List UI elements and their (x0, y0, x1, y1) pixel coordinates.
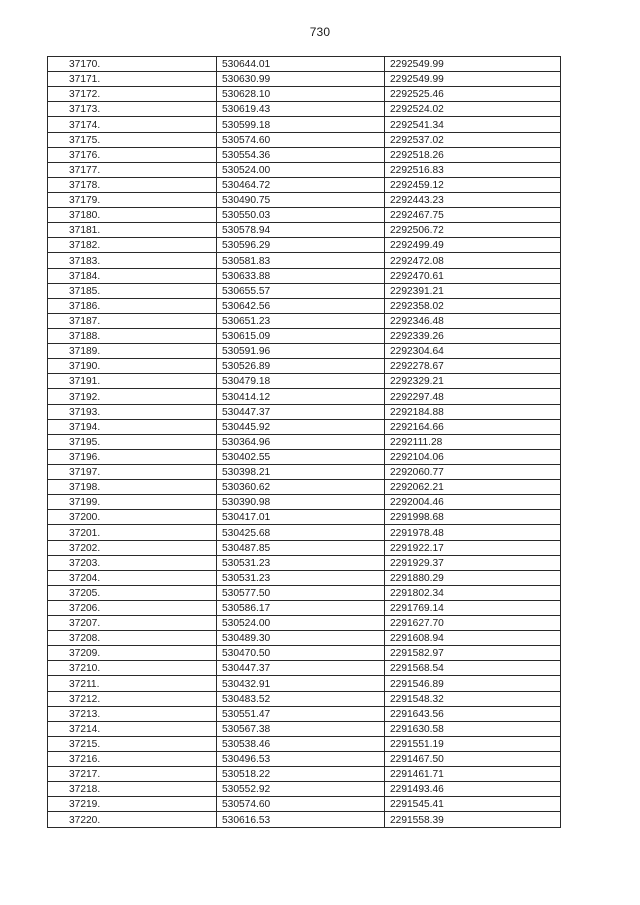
point-number-cell: 37190. (48, 359, 217, 374)
x-coordinate-cell: 530551.47 (217, 706, 385, 721)
x-coordinate-cell: 530633.88 (217, 268, 385, 283)
y-coordinate-cell: 2292346.48 (385, 313, 561, 328)
table-row (48, 208, 561, 223)
x-coordinate-cell: 530538.46 (217, 736, 385, 751)
x-coordinate-cell: 530518.22 (217, 767, 385, 782)
page-number: 730 (309, 25, 331, 39)
table-row (48, 223, 561, 238)
y-coordinate-cell: 2291769.14 (385, 600, 561, 615)
point-number-cell: 37170. (48, 57, 217, 72)
y-coordinate-cell: 2292391.21 (385, 283, 561, 298)
table-row (48, 57, 561, 72)
point-number-cell: 37185. (48, 283, 217, 298)
point-number-cell: 37177. (48, 162, 217, 177)
point-number-cell: 37216. (48, 752, 217, 767)
x-coordinate-cell: 530425.68 (217, 525, 385, 540)
point-number-cell: 37220. (48, 812, 217, 827)
x-coordinate-cell: 530414.12 (217, 389, 385, 404)
point-number-cell: 37199. (48, 495, 217, 510)
y-coordinate-cell: 2292549.99 (385, 57, 561, 72)
point-number-cell: 37184. (48, 268, 217, 283)
point-number-cell: 37214. (48, 721, 217, 736)
table-row (48, 389, 561, 404)
x-coordinate-cell: 530642.56 (217, 298, 385, 313)
y-coordinate-cell: 2292549.99 (385, 72, 561, 87)
x-coordinate-cell: 530390.98 (217, 495, 385, 510)
y-coordinate-cell: 2292060.77 (385, 464, 561, 479)
x-coordinate-cell: 530398.21 (217, 464, 385, 479)
y-coordinate-cell: 2292525.46 (385, 87, 561, 102)
point-number-cell: 37218. (48, 782, 217, 797)
x-coordinate-cell: 530489.30 (217, 631, 385, 646)
y-coordinate-cell: 2292062.21 (385, 480, 561, 495)
y-coordinate-cell: 2292470.61 (385, 268, 561, 283)
point-number-cell: 37205. (48, 585, 217, 600)
table-row (48, 328, 561, 343)
y-coordinate-cell: 2292499.49 (385, 238, 561, 253)
point-number-cell: 37186. (48, 298, 217, 313)
x-coordinate-cell: 530554.36 (217, 147, 385, 162)
table-row (48, 419, 561, 434)
point-number-cell: 37206. (48, 600, 217, 615)
table-row (48, 449, 561, 464)
table-row (48, 87, 561, 102)
point-number-cell: 37187. (48, 313, 217, 328)
table-row (48, 359, 561, 374)
point-number-cell: 37179. (48, 192, 217, 207)
point-number-cell: 37176. (48, 147, 217, 162)
x-coordinate-cell: 530581.83 (217, 253, 385, 268)
x-coordinate-cell: 530447.37 (217, 404, 385, 419)
point-number-cell: 37182. (48, 238, 217, 253)
x-coordinate-cell: 530615.09 (217, 328, 385, 343)
x-coordinate-cell: 530644.01 (217, 57, 385, 72)
y-coordinate-cell: 2292516.83 (385, 162, 561, 177)
table-row (48, 177, 561, 192)
table-row (48, 283, 561, 298)
point-number-cell: 37219. (48, 797, 217, 812)
table-row (48, 162, 561, 177)
x-coordinate-cell: 530616.53 (217, 812, 385, 827)
table-row (48, 797, 561, 812)
coordinate-table-body (48, 57, 561, 828)
point-number-cell: 37189. (48, 344, 217, 359)
table-row (48, 102, 561, 117)
x-coordinate-cell: 530402.55 (217, 449, 385, 464)
point-number-cell: 37183. (48, 253, 217, 268)
table-row (48, 812, 561, 827)
table-row (48, 147, 561, 162)
point-number-cell: 37181. (48, 223, 217, 238)
table-row (48, 600, 561, 615)
point-number-cell: 37178. (48, 177, 217, 192)
y-coordinate-cell: 2291551.19 (385, 736, 561, 751)
y-coordinate-cell: 2292184.88 (385, 404, 561, 419)
table-row (48, 192, 561, 207)
point-number-cell: 37210. (48, 661, 217, 676)
table-row (48, 495, 561, 510)
x-coordinate-cell: 530651.23 (217, 313, 385, 328)
table-row (48, 525, 561, 540)
table-row (48, 782, 561, 797)
point-number-cell: 37172. (48, 87, 217, 102)
point-number-cell: 37173. (48, 102, 217, 117)
y-coordinate-cell: 2292524.02 (385, 102, 561, 117)
x-coordinate-cell: 530432.91 (217, 676, 385, 691)
table-row (48, 752, 561, 767)
y-coordinate-cell: 2292537.02 (385, 132, 561, 147)
point-number-cell: 37213. (48, 706, 217, 721)
y-coordinate-cell: 2291608.94 (385, 631, 561, 646)
table-row (48, 480, 561, 495)
y-coordinate-cell: 2292472.08 (385, 253, 561, 268)
point-number-cell: 37217. (48, 767, 217, 782)
table-row (48, 434, 561, 449)
y-coordinate-cell: 2292443.23 (385, 192, 561, 207)
x-coordinate-cell: 530417.01 (217, 510, 385, 525)
point-number-cell: 37207. (48, 616, 217, 631)
table-row (48, 344, 561, 359)
table-row (48, 721, 561, 736)
y-coordinate-cell: 2292541.34 (385, 117, 561, 132)
y-coordinate-cell: 2291493.46 (385, 782, 561, 797)
x-coordinate-cell: 530552.92 (217, 782, 385, 797)
x-coordinate-cell: 530364.96 (217, 434, 385, 449)
point-number-cell: 37191. (48, 374, 217, 389)
y-coordinate-cell: 2292358.02 (385, 298, 561, 313)
y-coordinate-cell: 2291802.34 (385, 585, 561, 600)
y-coordinate-cell: 2291558.39 (385, 812, 561, 827)
x-coordinate-cell: 530550.03 (217, 208, 385, 223)
y-coordinate-cell: 2291643.56 (385, 706, 561, 721)
coordinate-table (47, 56, 561, 828)
x-coordinate-cell: 530524.00 (217, 162, 385, 177)
point-number-cell: 37204. (48, 570, 217, 585)
x-coordinate-cell: 530360.62 (217, 480, 385, 495)
table-row (48, 540, 561, 555)
table-row (48, 676, 561, 691)
x-coordinate-cell: 530586.17 (217, 600, 385, 615)
x-coordinate-cell: 530445.92 (217, 419, 385, 434)
table-row (48, 661, 561, 676)
x-coordinate-cell: 530487.85 (217, 540, 385, 555)
table-row (48, 404, 561, 419)
table-row (48, 646, 561, 661)
table-row (48, 570, 561, 585)
table-row (48, 298, 561, 313)
y-coordinate-cell: 2291582.97 (385, 646, 561, 661)
x-coordinate-cell: 530577.50 (217, 585, 385, 600)
point-number-cell: 37171. (48, 72, 217, 87)
table-row (48, 374, 561, 389)
y-coordinate-cell: 2291998.68 (385, 510, 561, 525)
y-coordinate-cell: 2291461.71 (385, 767, 561, 782)
y-coordinate-cell: 2292104.06 (385, 449, 561, 464)
x-coordinate-cell: 530490.75 (217, 192, 385, 207)
x-coordinate-cell: 530526.89 (217, 359, 385, 374)
y-coordinate-cell: 2292297.48 (385, 389, 561, 404)
x-coordinate-cell: 530599.18 (217, 117, 385, 132)
y-coordinate-cell: 2291546.89 (385, 676, 561, 691)
y-coordinate-cell: 2292506.72 (385, 223, 561, 238)
x-coordinate-cell: 530447.37 (217, 661, 385, 676)
point-number-cell: 37192. (48, 389, 217, 404)
point-number-cell: 37198. (48, 480, 217, 495)
y-coordinate-cell: 2291630.58 (385, 721, 561, 736)
point-number-cell: 37195. (48, 434, 217, 449)
point-number-cell: 37211. (48, 676, 217, 691)
x-coordinate-cell: 530578.94 (217, 223, 385, 238)
x-coordinate-cell: 530483.52 (217, 691, 385, 706)
y-coordinate-cell: 2292339.26 (385, 328, 561, 343)
point-number-cell: 37175. (48, 132, 217, 147)
table-row (48, 132, 561, 147)
y-coordinate-cell: 2291929.37 (385, 555, 561, 570)
table-row (48, 72, 561, 87)
y-coordinate-cell: 2291922.17 (385, 540, 561, 555)
x-coordinate-cell: 530574.60 (217, 132, 385, 147)
y-coordinate-cell: 2292459.12 (385, 177, 561, 192)
x-coordinate-cell: 530531.23 (217, 555, 385, 570)
y-coordinate-cell: 2291548.32 (385, 691, 561, 706)
point-number-cell: 37196. (48, 449, 217, 464)
point-number-cell: 37194. (48, 419, 217, 434)
table-row (48, 616, 561, 631)
point-number-cell: 37188. (48, 328, 217, 343)
y-coordinate-cell: 2291978.48 (385, 525, 561, 540)
table-row (48, 268, 561, 283)
point-number-cell: 37209. (48, 646, 217, 661)
table-row (48, 555, 561, 570)
table-row (48, 585, 561, 600)
table-row (48, 238, 561, 253)
x-coordinate-cell: 530479.18 (217, 374, 385, 389)
y-coordinate-cell: 2292004.46 (385, 495, 561, 510)
x-coordinate-cell: 530567.38 (217, 721, 385, 736)
x-coordinate-cell: 530596.29 (217, 238, 385, 253)
y-coordinate-cell: 2292278.67 (385, 359, 561, 374)
point-number-cell: 37212. (48, 691, 217, 706)
point-number-cell: 37215. (48, 736, 217, 751)
point-number-cell: 37200. (48, 510, 217, 525)
y-coordinate-cell: 2291880.29 (385, 570, 561, 585)
point-number-cell: 37174. (48, 117, 217, 132)
table-row (48, 691, 561, 706)
table-row (48, 736, 561, 751)
table-row (48, 767, 561, 782)
x-coordinate-cell: 530496.53 (217, 752, 385, 767)
table-row (48, 464, 561, 479)
table-row (48, 117, 561, 132)
table-row (48, 631, 561, 646)
x-coordinate-cell: 530619.43 (217, 102, 385, 117)
x-coordinate-cell: 530470.50 (217, 646, 385, 661)
x-coordinate-cell: 530531.23 (217, 570, 385, 585)
x-coordinate-cell: 530630.99 (217, 72, 385, 87)
x-coordinate-cell: 530628.10 (217, 87, 385, 102)
y-coordinate-cell: 2292111.28 (385, 434, 561, 449)
table-row (48, 313, 561, 328)
x-coordinate-cell: 530591.96 (217, 344, 385, 359)
x-coordinate-cell: 530464.72 (217, 177, 385, 192)
point-number-cell: 37202. (48, 540, 217, 555)
point-number-cell: 37193. (48, 404, 217, 419)
y-coordinate-cell: 2292467.75 (385, 208, 561, 223)
y-coordinate-cell: 2291568.54 (385, 661, 561, 676)
y-coordinate-cell: 2292304.64 (385, 344, 561, 359)
table-row (48, 253, 561, 268)
x-coordinate-cell: 530574.60 (217, 797, 385, 812)
y-coordinate-cell: 2292329.21 (385, 374, 561, 389)
point-number-cell: 37203. (48, 555, 217, 570)
point-number-cell: 37201. (48, 525, 217, 540)
y-coordinate-cell: 2292164.66 (385, 419, 561, 434)
x-coordinate-cell: 530524.00 (217, 616, 385, 631)
y-coordinate-cell: 2292518.26 (385, 147, 561, 162)
table-row (48, 510, 561, 525)
point-number-cell: 37197. (48, 464, 217, 479)
y-coordinate-cell: 2291627.70 (385, 616, 561, 631)
point-number-cell: 37208. (48, 631, 217, 646)
point-number-cell: 37180. (48, 208, 217, 223)
y-coordinate-cell: 2291467.50 (385, 752, 561, 767)
table-row (48, 706, 561, 721)
x-coordinate-cell: 530655.57 (217, 283, 385, 298)
y-coordinate-cell: 2291545.41 (385, 797, 561, 812)
